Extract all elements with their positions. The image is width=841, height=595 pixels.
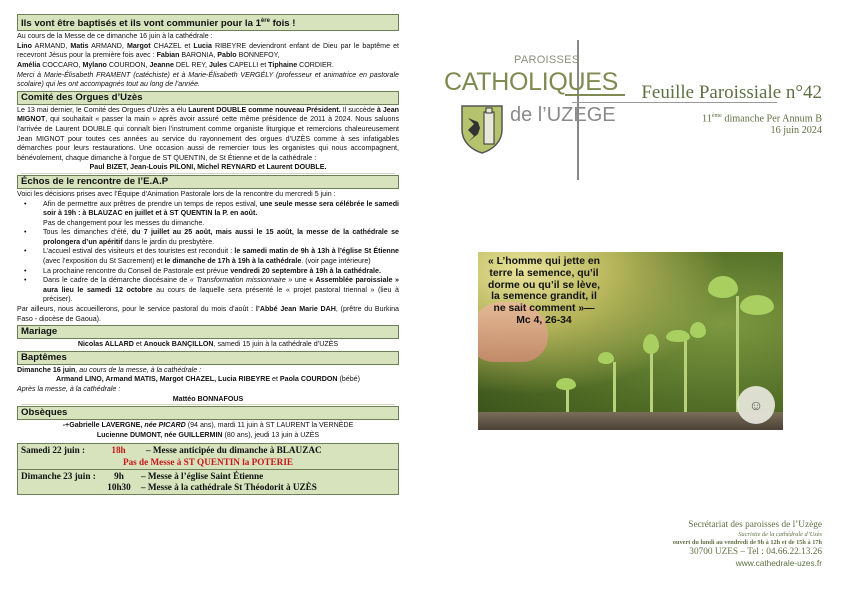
section-header [17,14,399,31]
logo-line-catholiques: CATHOLIQUES [444,68,619,96]
coat-of-arms-icon [460,104,504,154]
child-last-name: COCCARO, [40,60,83,69]
title-superscript: ère [260,18,270,24]
organists-list: Paul BIZET, Jean-Louis PILONI, Michel REYNARD et Laurent DOUBLE. [89,163,327,172]
gospel-quote-image [478,252,783,430]
text-bold: Lucienne DUMONT, née GUILLERMIN [96,430,223,439]
child-first-name: Jules [208,60,228,69]
list-item [17,247,399,266]
intro-text: Voici les décisions prises avec l’Équipe d’Animation Pastorale lors de la rencontre du mercredi 5 juin : [17,189,336,198]
leaf [690,322,706,338]
schedule-day: Dimanche 23 juin : [21,470,96,481]
child-last-name: RIBEYRE deviendront enfant de Dieu par le baptême et recevront Jésus pour la première fois avec : [17,41,399,60]
after-mass-name: Mattéo BONNAFOUS [172,394,244,403]
leaf [643,334,659,354]
section-header: Comité des Orgues d’Uzès [17,91,399,105]
text-bold: du 7 juillet au 25 août, mais aussi le 15 août, la messe de la cathédrale se prolongera d’un apéritif [43,228,400,246]
parish-logo [440,40,650,180]
schedule-text: – Messe à la cathédrale St Théodorit à UZÈS [141,481,317,492]
child-last-name: ARMAND, [31,41,71,50]
schedule-time: 9h [114,470,124,481]
text: Tous les dimanches d’été, [43,228,132,237]
section-header: Mariage [17,325,399,339]
schedule-row [21,482,395,493]
text: dans le jardin du presbytère. [122,237,215,246]
leaf [708,276,738,298]
sprout [650,352,653,412]
text: (bébé) [337,375,360,384]
child-last-name: COURDON, [106,60,150,69]
child-first-name: Amélia [17,60,41,69]
text: et [133,340,144,349]
secretariat-contact [600,520,822,568]
child-first-name: Tiphaine [268,60,298,69]
text: (avec l’exposition du St Sacrement) et [43,257,165,266]
family-stamp-icon: ☺ [737,386,775,424]
list-item [17,276,399,305]
section-baptisms [17,351,399,405]
schedule-text: – Messe à l’église Saint Étienne [141,470,264,481]
leaf [598,352,614,364]
section-title-end: fois ! [269,18,296,30]
divider [21,173,395,174]
text: L’accueil estival des visiteurs et des touristes est reconduit : [43,247,235,256]
leaf [666,330,690,342]
funeral-line [17,421,399,431]
child-first-name: Fabian [156,51,180,60]
schedule-time: 10h30 [107,481,131,492]
schedule-day: Samedi 22 juin : [21,445,86,456]
outro-text [17,305,399,324]
child-last-name: BARONIA, [179,51,218,60]
intro-text: Au cours de la Messe de ce dimanche 16 juin à la cathédrale : [17,32,213,41]
section-header: Baptêmes [17,351,399,365]
text: , (prêtre du Burkina Faso - diocèse de Gaoua). [17,305,399,323]
secretariat-title: Secrétariat des paroisses de l’Uzège [688,520,822,530]
section-eap [17,175,399,324]
baptism-day [17,366,399,376]
bride-name: Anouck BANÇILLON [143,340,214,349]
thanks-text: Merci à Marie-Élisabeth FRAMENT (catéchiste) et à Marie-Élisabeth VERGÉLY (professeur et animatrice en pastorale scolaire) qui les ont accompagnés tout au long de l’année. [17,70,399,89]
text-bold-italic: née PICARD [144,421,186,430]
soil [478,412,783,430]
child-first-name: Pablo [217,51,237,60]
schedule-text: – Messe anticipée du dimanche à BLAUZAC [146,445,322,456]
child-last-name: ARMAND, [88,41,127,50]
secretariat-hours: ouvert du lundi au vendredi de 9h à 12h et de 15h à 17h [672,539,822,546]
child-first-name: Lucia [193,41,212,50]
text-bold: Paola COURDON [279,375,338,384]
text-italic: « Transformation missionnaire » [189,276,293,285]
sprout [613,362,616,412]
child-first-name: Lino [17,41,32,50]
text: , qui souhaitait « passer la main » après avoir assuré cette même présidence de 2011 à 2024. Nous saluons l’arrivée de Laurent DOUBLE qui connaît bien l’instrument comme organiste liturgique et remercions chaleureusement Jean MIGNOT pour toutes ces années au service du rayonnement des orgues d’UZÈS comme à ses infatigables démarches pour leurs restaurations. Une occasion aussi de remercier tous les organistes qui nous accompagnent, bénévolement, chaque dimanche à l’orgue de ST QUENTIN, de St Étienne et de la cathédrale : [17,115,399,162]
list-item [17,267,399,277]
text: au cours de laquelle sera présenté le « projet pastoral triennal » (lieu à préciser). [43,285,400,304]
text-bold: Dimanche 16 juin [17,365,76,374]
text: Dans le cadre de la démarche diocésaine de [43,276,190,285]
text: dimanche Per Annum B [721,113,822,125]
sprout [684,340,687,412]
text: une [292,276,310,285]
section-wedding [17,325,399,350]
text-bold: le samedi matin de 9h à 13h à l’église St Étienne [234,247,399,256]
secretariat-address-phone: 30700 UZES – Tel : 04.66.22.13.26 [689,547,822,557]
list-item [17,228,399,247]
schedule-day-empty [21,482,107,493]
text-bold: le dimanche de 17h à 19h à la cathédrale [164,257,302,266]
leaf [740,295,774,315]
text: (80 ans), jeudi 13 juin à UZÈS [222,430,320,439]
schedule-row [21,471,395,482]
child-first-name: Jeanne [149,60,174,69]
text-bold: -+Gabrielle LAVERGNE, [62,421,145,430]
text-bold: l’Abbé Jean Marie DAH [255,305,336,314]
text: (94 ans), mardi 11 juin à ST LAURENT la VERNÈDE [185,421,354,430]
left-column [17,14,399,495]
text: Par ailleurs, nous accueillerons, pour le service pastoral du mois d’août : [17,305,256,314]
section-header: Obsèques [17,406,399,420]
child-first-name: Margot [126,41,151,50]
leaf [556,378,576,390]
liturgical-sunday [620,110,822,125]
text-bold: vendredi 20 septembre à 19h à la cathédrale. [230,266,381,275]
text-bold: « Assemblée paroissiale » aura lieu le samedi 12 octobre [43,276,399,294]
bulletin-date: 16 juin 2024 [770,125,822,137]
section-header: Échos de le rencontre de l’E.A.P [17,175,399,189]
text: . (voir page intérieure) [301,257,371,266]
children-list [17,42,399,71]
section-organs [17,91,399,174]
gospel-quote: « L’homme qui jette en terre la semence, qu’il dorme ou qu’il se lève, la semence grandit, il ne sait comment »— Mc 4, 26-34 [487,256,601,326]
organs-paragraph [17,106,399,164]
decisions-list [17,200,399,306]
bulletin-title-block [620,82,822,137]
text-bold: Laurent DOUBLE comme nouveau Président. [188,105,341,114]
section-baptism-communion [17,14,399,90]
funeral-line [17,431,399,441]
groom-name: Nicolas ALLARD [77,340,134,349]
schedule-row [21,445,395,456]
text: Pas de changement pour les messes du dimanche. [43,218,205,227]
child-last-name: CORDIER. [297,60,334,69]
text-bold: une seule messe sera célébrée le samedi soir à 19h : à BLAUZAC en juillet et à ST QUENTIN la P. en août. [43,199,399,218]
child-first-name: Mylano [82,60,107,69]
text-bold: Armand LINO, Armand MATIS, Margot CHAZEL, Lucia RIBEYRE [56,375,271,384]
bulletin-title: Feuille Paroissiale n°42 [641,82,822,103]
after-mass-text: Après la messe, à la cathédrale : [17,385,121,393]
text: et [270,375,280,384]
text-superscript: ème [711,113,722,119]
schedule-time: 18h [111,445,126,456]
child-last-name: BONNEFOY, [236,51,280,60]
child-last-name: DEL REY, [173,60,209,69]
text-italic: , au cours de la messe, à la cathédrale : [75,365,202,374]
divider [18,469,398,470]
logo-line-paroisses: PAROISSES [514,54,580,66]
wedding-line [17,340,399,350]
text: Le 13 mai dernier, le Comité des Orgues d’Uzès a élu [17,105,189,114]
text: Afin de permettre aux prêtres de prendre un temps de repos estival, [43,199,260,208]
mass-schedule-box [17,443,399,495]
schedule-notice: Pas de Messe à ST QUENTIN la POTERIE [122,456,294,467]
text-bold: à Jean MIGNOT [17,105,399,124]
text: La prochaine rencontre du Conseil de Pastorale est prévue [43,266,231,275]
child-last-name: CHAZEL et [150,41,194,50]
child-last-name: CAPELLI et [227,60,269,69]
section-title: Ils vont être baptisés et ils vont communier pour la 1 [21,18,261,30]
section-funerals [17,406,399,440]
secretariat-location: Sacristie de la cathédrale d’Uzès [738,531,822,538]
logo-line-uzege: de l’UZEGE [510,104,616,126]
divider [21,404,395,405]
wedding-detail: , samedi 15 juin à la cathédrale d’UZÈS [213,340,339,349]
text: Il succède [340,105,377,114]
text: 11 [702,113,712,125]
baptism-names [17,375,399,385]
child-first-name: Matis [70,41,89,50]
website-link[interactable]: www.cathedrale-uzes.fr [735,558,822,568]
list-item [17,200,399,229]
